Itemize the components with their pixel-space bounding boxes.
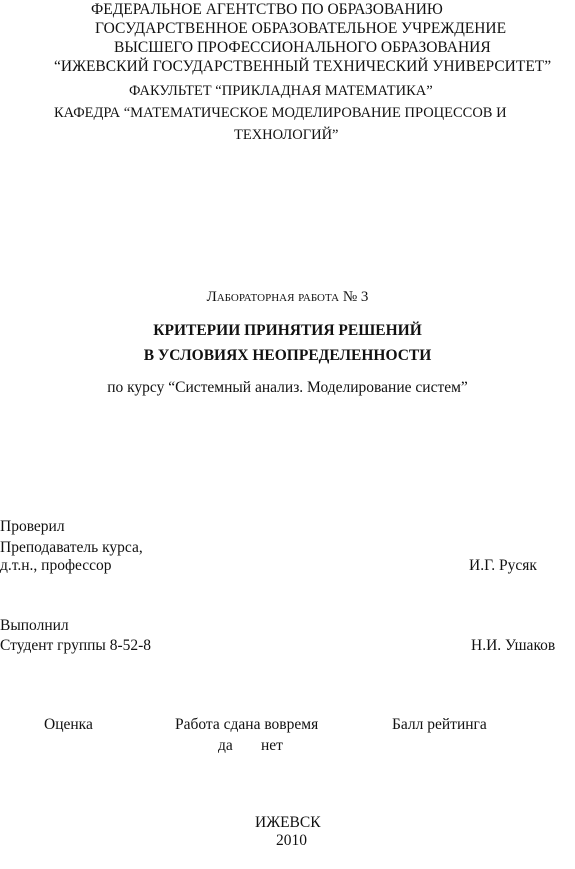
- checker-name: И.Г. Русяк: [469, 557, 537, 574]
- work-title-line1: КРИТЕРИИ ПРИНЯТИЯ РЕШЕНИЙ: [153, 322, 422, 339]
- institution-type: ГОСУДАРСТВЕННОЕ ОБРАЗОВАТЕЛЬНОЕ УЧРЕЖДЕНИЕ: [95, 20, 507, 37]
- on-time-yes: да: [218, 737, 233, 754]
- city-name: ИЖЕВСК: [255, 814, 321, 831]
- work-label: Лабораторная работа № 3: [206, 289, 369, 305]
- department-name-line2: ТЕХНОЛОГИЙ”: [234, 127, 339, 143]
- grade-label: Оценка: [44, 716, 93, 733]
- checked-label: Проверил: [0, 518, 65, 535]
- course-name: по курсу “Системный анализ. Моделирование систем”: [107, 379, 468, 396]
- work-title-line2: В УСЛОВИЯХ НЕОПРЕДЕЛЕННОСТИ: [143, 347, 432, 364]
- agency-name: ФЕДЕРАЛЬНОЕ АГЕНТСТВО ПО ОБРАЗОВАНИЮ: [91, 1, 443, 18]
- checker-position: Преподаватель курса,: [0, 539, 143, 556]
- department-name-line1: КАФЕДРА “МАТЕМАТИЧЕСКОЕ МОДЕЛИРОВАНИЕ ПРОЦЕССОВ И: [54, 105, 507, 121]
- student-name: Н.И. Ушаков: [471, 637, 556, 654]
- education-level: ВЫСШЕГО ПРОФЕССИОНАЛЬНОГО ОБРАЗОВАНИЯ: [114, 39, 491, 56]
- on-time-no: нет: [261, 737, 283, 754]
- faculty-name: ФАКУЛЬТЕТ “ПРИКЛАДНАЯ МАТЕМАТИКА”: [129, 83, 433, 99]
- university-name: “ИЖЕВСКИЙ ГОСУДАРСТВЕННЫЙ ТЕХНИЧЕСКИЙ УНИВЕРСИТЕТ”: [54, 58, 552, 75]
- on-time-label: Работа сдана вовремя: [175, 716, 319, 733]
- rating-label: Балл рейтинга: [392, 716, 487, 733]
- student-group: Студент группы 8-52-8: [0, 637, 152, 654]
- done-label: Выполнил: [0, 617, 69, 634]
- year: 2010: [276, 832, 307, 849]
- checker-degree: д.т.н., профессор: [0, 557, 112, 574]
